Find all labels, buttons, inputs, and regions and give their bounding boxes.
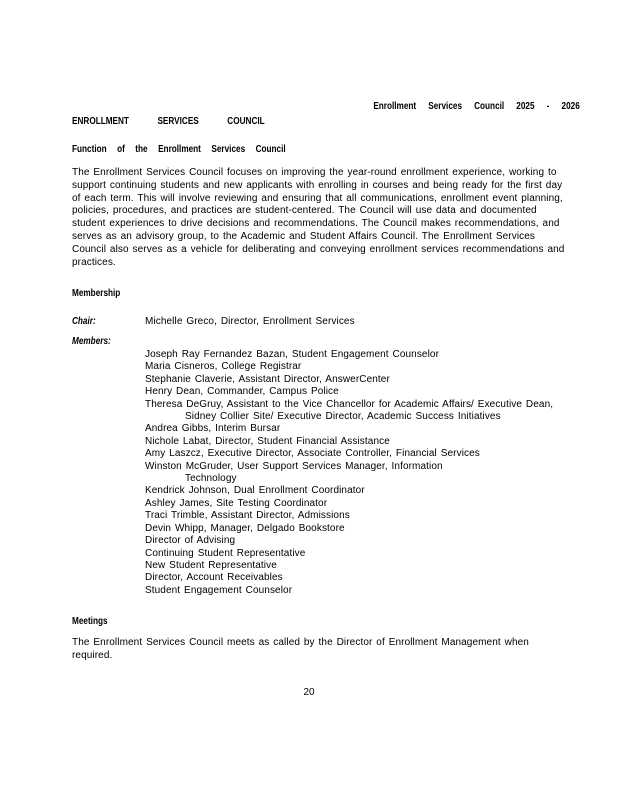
- meetings-paragraph: [72, 637, 529, 663]
- members-label: Members:: [72, 336, 111, 347]
- member-line: Winston McGruder, User Support Services Manager, Information: [145, 460, 443, 472]
- member-line: New Student Representative: [145, 559, 277, 571]
- member-line: Sidney Collier Site/ Executive Director, Academic Success Initiatives: [185, 411, 501, 423]
- member-line: Devin Whipp, Manager, Delgado Bookstore: [145, 522, 345, 534]
- member-line: Director of Advising: [145, 535, 236, 547]
- member-line: Director, Account Receivables: [145, 572, 283, 584]
- members-list: [145, 349, 553, 597]
- member-line: Andrea Gibbs, Interim Bursar: [145, 423, 281, 435]
- member-line: Theresa DeGruy, Assistant to the Vice Chancellor for Academic Affairs/ Executive Dean,: [145, 398, 554, 410]
- paragraph-line: The Enrollment Services Council focuses on improving the year-round enrollment experience, working to: [72, 167, 557, 178]
- paragraph-line: Council also serves as a vehicle for deliberating and conveying enrollment services recommendations and: [72, 243, 565, 255]
- member-line: Traci Trimble, Assistant Director, Admissions: [145, 510, 350, 522]
- member-line: Technology: [185, 473, 237, 485]
- paragraph-line: student experiences to drive decisions and recommendations. The Council makes recommendations, and: [72, 218, 560, 230]
- member-line: Maria Cisneros, College Registrar: [145, 361, 302, 373]
- member-line: Henry Dean, Commander, Campus Police: [145, 386, 339, 398]
- running-header: Enrollment Services Council 2025 - 2026: [373, 101, 580, 112]
- paragraph-line: policies, procedures, and practices are student-centered. The Council will use data and documented: [72, 205, 537, 217]
- member-line: Joseph Ray Fernandez Bazan, Student Engagement Counselor: [145, 349, 440, 360]
- paragraph-line: required.: [72, 649, 113, 661]
- membership-section-heading: Membership: [72, 288, 121, 299]
- member-line: Amy Laszcz, Executive Director, Associate Controller, Financial Services: [145, 448, 480, 460]
- paragraph-line: practices.: [72, 256, 116, 268]
- member-line: Ashley James, Site Testing Coordinator: [145, 497, 328, 509]
- member-line: Continuing Student Representative: [145, 547, 306, 559]
- chair-label: Chair:: [72, 316, 96, 327]
- meetings-section-heading: Meetings: [72, 616, 108, 627]
- chair-label-cell: [72, 311, 145, 329]
- page-number: 20: [303, 687, 315, 698]
- member-line: Student Engagement Counselor: [145, 584, 293, 596]
- chair-row: [72, 311, 355, 329]
- document-title: ENROLLMENT SERVICES COUNCIL: [72, 116, 265, 127]
- function-paragraph: [72, 167, 564, 269]
- paragraph-line: The Enrollment Services Council meets as called by the Director of Enrollment Management when: [72, 637, 529, 648]
- function-section-heading: Function of the Enrollment Services Council: [72, 144, 286, 155]
- member-line: Kendrick Johnson, Dual Enrollment Coordinator: [145, 485, 365, 497]
- paragraph-line: of each term. This will involve reviewing and ensuring that all communications, enrollment event planning,: [72, 192, 563, 204]
- chair-value: Michelle Greco, Director, Enrollment Services: [145, 316, 355, 327]
- member-line: Nichole Labat, Director, Student Financial Assistance: [145, 435, 390, 447]
- paragraph-line: serves as an advisory group, to the Academic and Student Affairs Council. The Enrollment Services: [72, 230, 536, 242]
- paragraph-line: support continuing students and new applicants with enrolling in courses and being ready for the first day: [72, 179, 563, 191]
- member-line: Stephanie Claverie, Assistant Director, AnswerCenter: [145, 373, 390, 385]
